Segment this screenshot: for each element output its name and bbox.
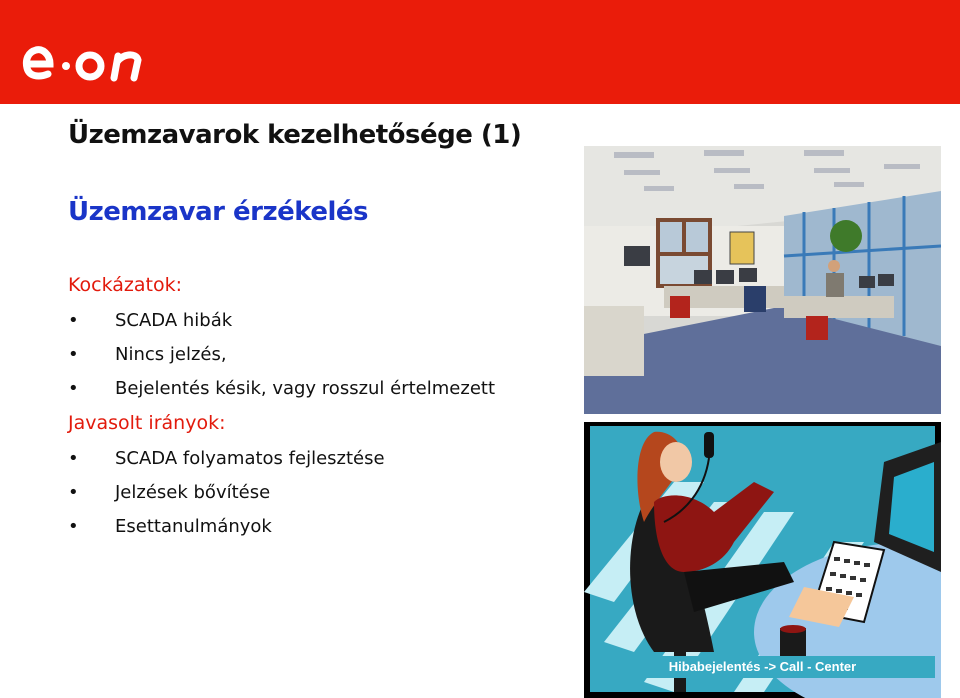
slide-subtitle: Üzemzavar érzékelés	[68, 197, 368, 227]
eon-logo-icon	[22, 42, 152, 84]
bullet-icon: •	[68, 482, 79, 503]
bullet-icon: •	[68, 310, 79, 331]
proposals-heading: Javasolt irányok:	[68, 412, 226, 434]
risk-item-text: SCADA hibák	[115, 310, 233, 331]
woman-on-phone-clipart	[584, 422, 941, 698]
risk-item-text: Bejelentés késik, vagy rosszul értelmezett	[115, 378, 496, 399]
proposal-item-text: SCADA folyamatos fejlesztése	[115, 448, 385, 469]
risks-heading: Kockázatok:	[68, 274, 182, 296]
control-room-photo	[584, 146, 941, 414]
bullet-icon: •	[68, 516, 79, 537]
clipart-caption: Hibabejelentés -> Call - Center	[668, 659, 857, 674]
bullet-icon: •	[68, 378, 79, 399]
header-banner	[0, 0, 960, 104]
proposal-item-text: Jelzések bővítése	[115, 482, 271, 503]
bullet-icon: •	[68, 344, 79, 365]
risk-item-text: Nincs jelzés,	[115, 344, 227, 365]
bullet-icon: •	[68, 448, 79, 469]
proposal-item-text: Esettanulmányok	[115, 516, 272, 537]
slide-title: Üzemzavarok kezelhetősége (1)	[68, 120, 522, 150]
